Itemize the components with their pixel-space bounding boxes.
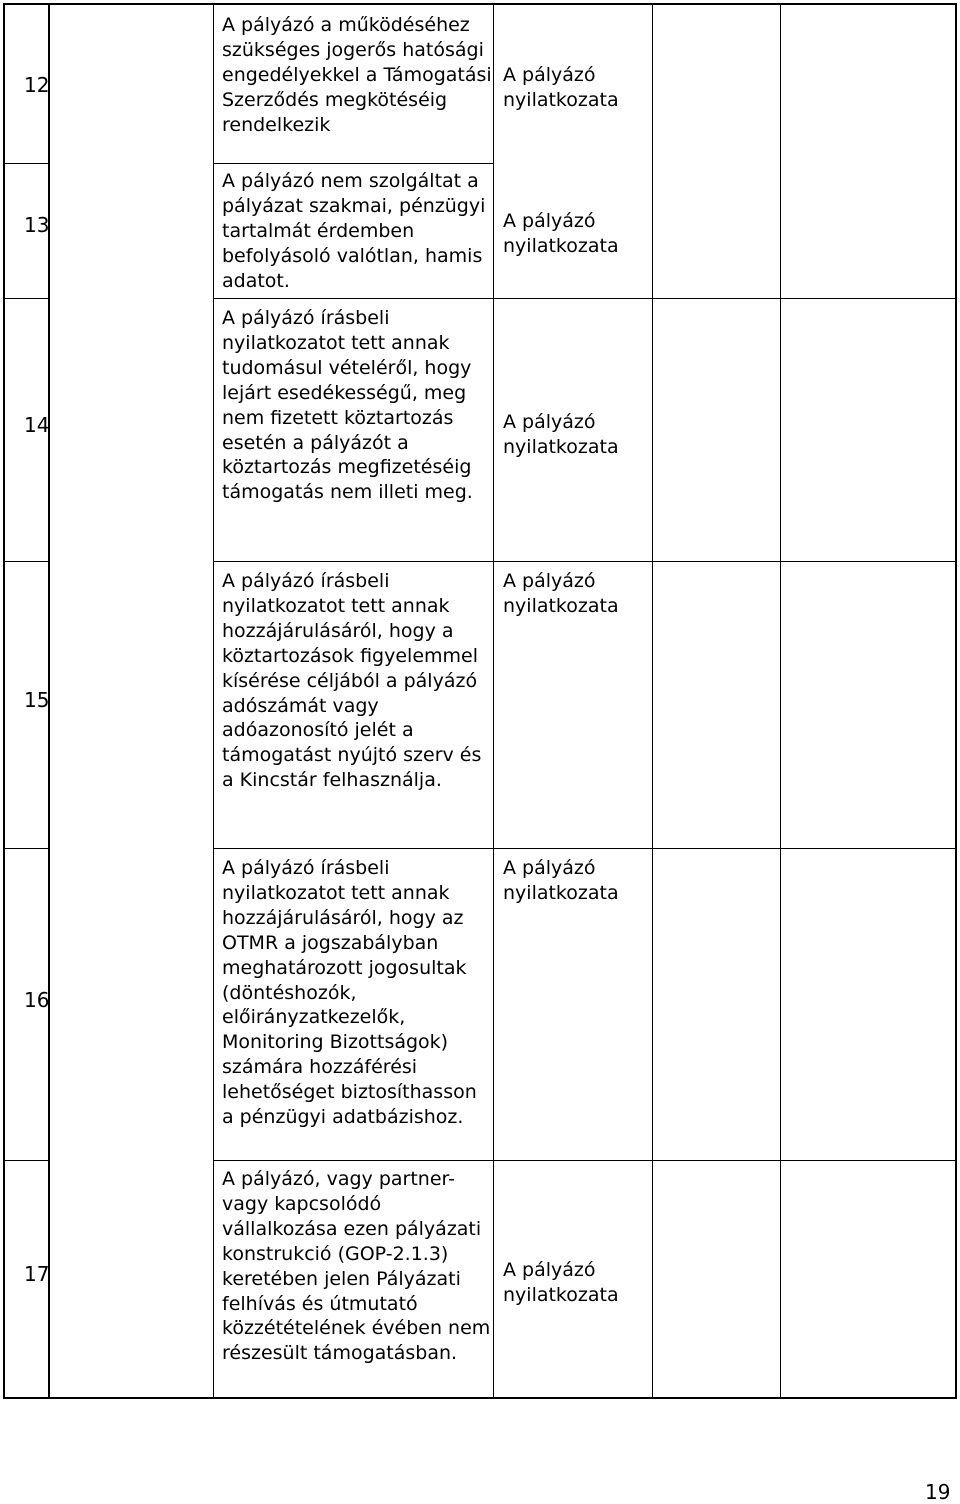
requirement-text: A pályázó a működéséhez szükséges jogerős hatósági engedélyekkel a Támogatási Szerződés megkötéséig rendelkezik xyxy=(222,14,492,136)
row-number: 15 xyxy=(24,688,50,712)
row-divider xyxy=(213,298,955,299)
column-divider xyxy=(493,3,494,1399)
row-divider xyxy=(5,1160,48,1161)
row-divider xyxy=(213,848,955,849)
row-divider xyxy=(5,298,48,299)
column-divider xyxy=(213,3,214,1399)
row-divider xyxy=(5,163,48,164)
requirement-text: A pályázó írásbeli nyilatkozatot tett annak tudomásul vételéről, hogy lejárt esedékességű, meg nem fizetett köztartozás esetén a pályázót a köztartozás megfizetéséig támogatás nem illeti meg. xyxy=(222,307,473,504)
row-number: 17 xyxy=(24,1262,50,1286)
row-divider xyxy=(213,1160,955,1161)
row-divider xyxy=(213,163,493,164)
proof-text: A pályázó nyilatkozata xyxy=(503,570,619,617)
proof-text: A pályázó nyilatkozata xyxy=(503,64,619,111)
row-number: 12 xyxy=(24,73,50,97)
column-divider xyxy=(652,3,653,1399)
row-number: 14 xyxy=(24,413,50,437)
proof-text: A pályázó nyilatkozata xyxy=(503,1259,619,1306)
row-number: 13 xyxy=(24,213,50,237)
row-divider xyxy=(5,561,48,562)
row-divider xyxy=(5,848,48,849)
proof-text: A pályázó nyilatkozata xyxy=(503,210,619,257)
page-number: 19 xyxy=(925,1480,951,1504)
requirement-text: A pályázó nem szolgáltat a pályázat szakmai, pénzügyi tartalmát érdemben befolyásoló valótlan, hamis adatot. xyxy=(222,170,486,292)
row-divider xyxy=(213,561,955,562)
proof-text: A pályázó nyilatkozata xyxy=(503,411,619,458)
proof-text: A pályázó nyilatkozata xyxy=(503,857,619,904)
requirement-text: A pályázó, vagy partner-vagy kapcsolódó vállalkozása ezen pályázati konstrukció (GOP-2.1.3) keretében jelen Pályázati felhívás és útmutató közzétételének évében nem részesült támogatásban. xyxy=(222,1168,491,1365)
column-divider xyxy=(780,3,781,1399)
requirement-text: A pályázó írásbeli nyilatkozatot tett annak hozzájárulásáról, hogy a köztartozások figyelemmel kísérése céljából a pályázó adószámát vagy adóazonosító jelét a támogatást nyújtó szerv és a Kincstár felhasználja. xyxy=(222,570,482,792)
requirement-text: A pályázó írásbeli nyilatkozatot tett annak hozzájárulásáról, hogy az OTMR a jogszabályban meghatározott jogosultak (döntéshozók, előirányzatkezelők, Monitoring Bizottságok) számára hozzáférési lehetőséget biztosíthasson a pénzügyi adatbázishoz. xyxy=(222,857,477,1129)
row-number: 16 xyxy=(24,988,50,1012)
